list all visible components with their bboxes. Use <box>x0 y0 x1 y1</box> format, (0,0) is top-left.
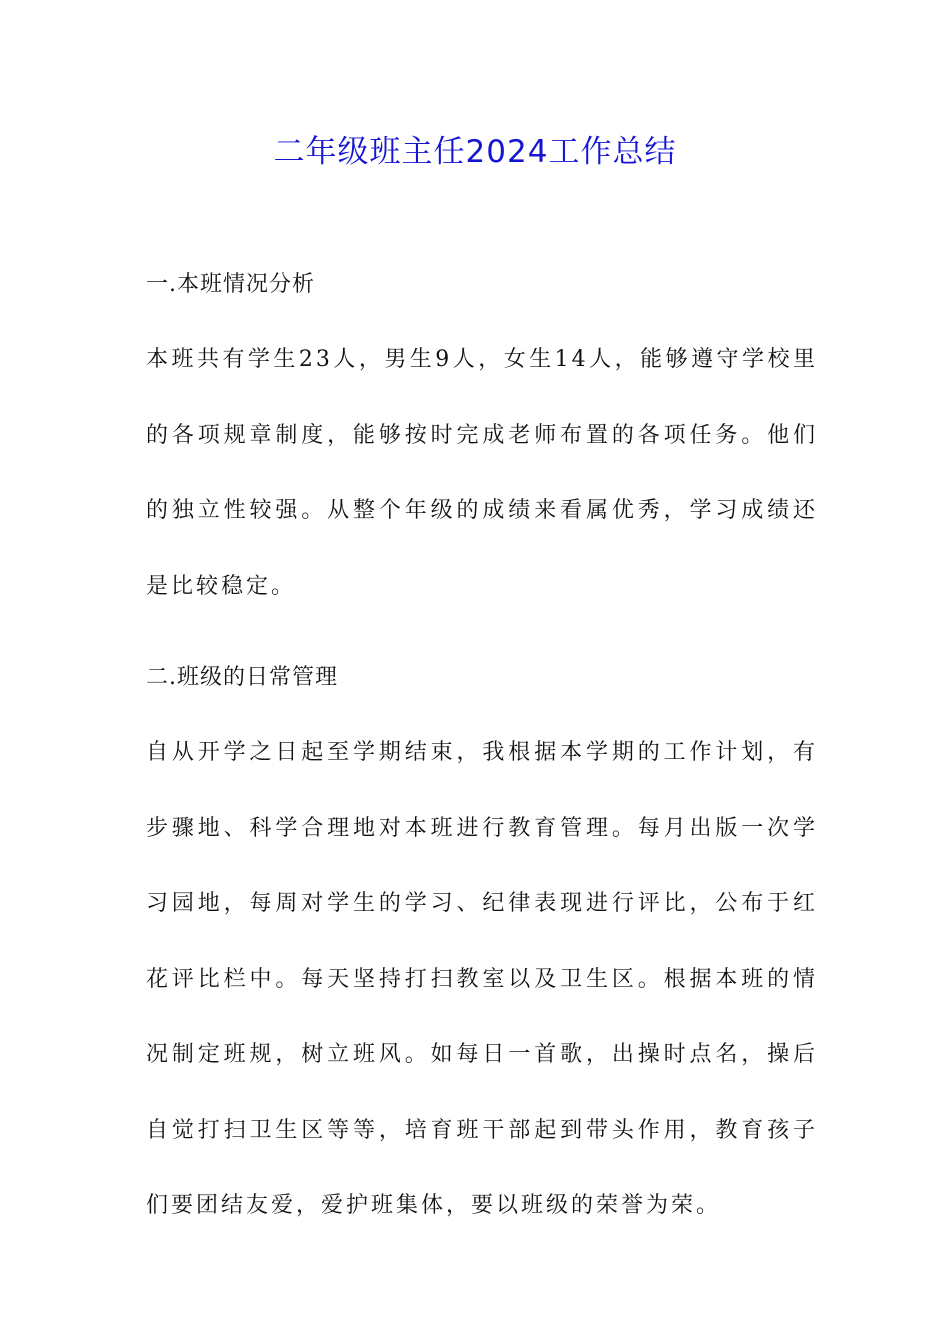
section-heading-1: 一.本班情况分析 <box>146 272 315 297</box>
section-paragraph-2: 自从开学之日起至学期结束，我根据本学期的工作计划，有步骤地、科学合理地对本班进行教育管理。每月出版一次学习园地，每周对学生的学习、纪律表现进行评比，公布于红花评比栏中。每天坚持打扫教室以及卫生区。根据本班的情况制定班规，树立班风。如每日一首歌，出操时点名，操后自觉打扫卫生区等等，培育班干部起到带头作用，教育孩子们要团结友爱，爱护班集体，要以班级的荣誉为荣。 <box>146 740 818 1218</box>
section-paragraph-1: 本班共有学生23人，男生9人，女生14人，能够遵守学校里的各项规章制度，能够按时完成老师布置的各项任务。他们的独立性较强。从整个年级的成绩来看属优秀，学习成绩还是比较稳定。 <box>146 347 818 599</box>
document-title: 二年级班主任2024工作总结 <box>273 134 677 170</box>
document-body <box>146 263 818 1276</box>
section-heading-2: 二.班级的日常管理 <box>146 665 338 690</box>
